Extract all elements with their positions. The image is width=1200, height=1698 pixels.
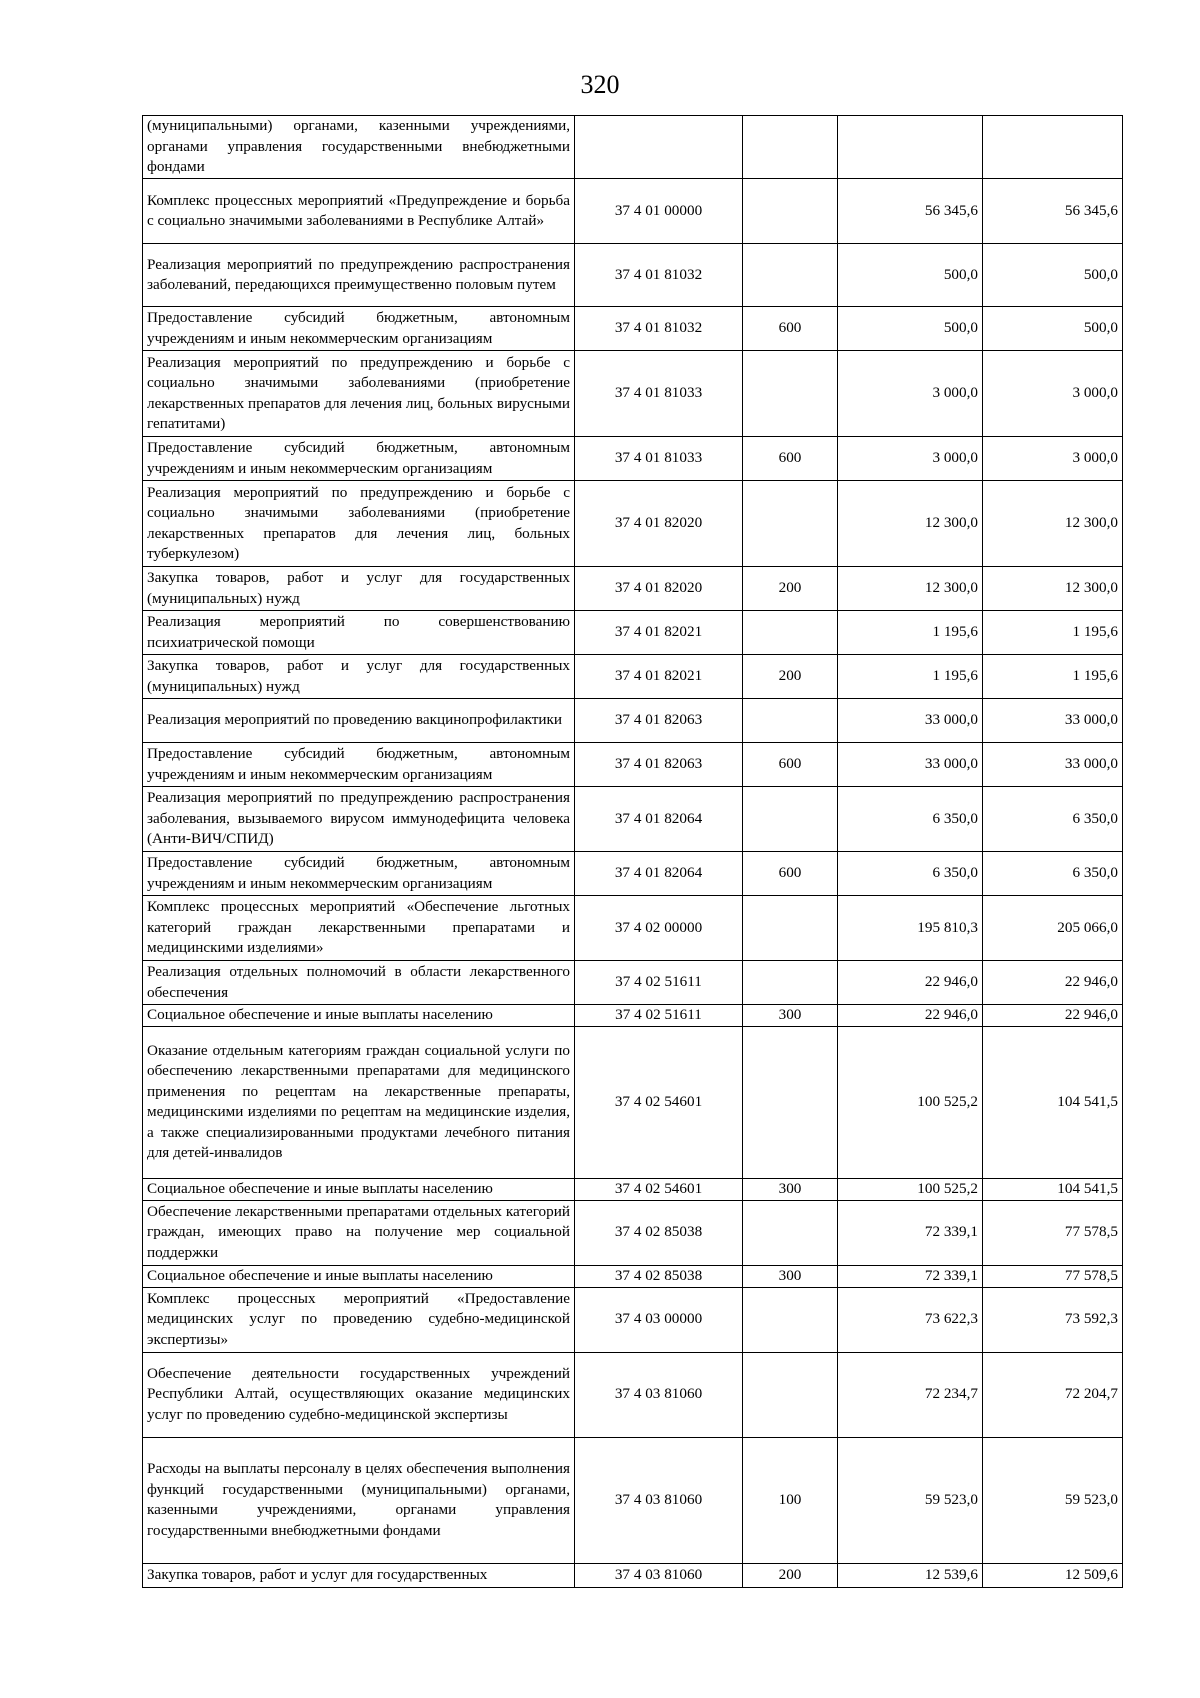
row-name-cell: Социальное обеспечение и иные выплаты населению xyxy=(143,1265,575,1287)
row-expense-type-cell xyxy=(743,179,838,244)
row-expense-type-cell: 600 xyxy=(743,437,838,481)
row-amount-year2-cell: 500,0 xyxy=(983,244,1123,307)
table-row xyxy=(143,699,1123,743)
row-amount-year2-cell: 77 578,5 xyxy=(983,1265,1123,1287)
row-amount-year1-cell: 12 300,0 xyxy=(838,567,983,611)
row-name-cell: Реализация мероприятий по предупреждению и борьбе с социально значимыми заболеваниями (приобретение лекарственных препаратов для лечения лиц, больных туберкулезом) xyxy=(143,481,575,567)
row-expense-type-cell: 300 xyxy=(743,1265,838,1287)
row-expense-type-cell: 200 xyxy=(743,655,838,699)
row-code-cell: 37 4 01 00000 xyxy=(575,179,743,244)
table-row xyxy=(143,1352,1123,1437)
row-expense-type-cell: 600 xyxy=(743,852,838,896)
row-amount-year2-cell: 72 204,7 xyxy=(983,1352,1123,1437)
row-amount-year1-cell: 1 195,6 xyxy=(838,611,983,655)
row-expense-type-cell xyxy=(743,611,838,655)
row-code-cell: 37 4 01 81033 xyxy=(575,351,743,437)
table-row xyxy=(143,481,1123,567)
row-expense-type-cell: 100 xyxy=(743,1437,838,1563)
row-amount-year2-cell: 12 509,6 xyxy=(983,1563,1123,1587)
table-row xyxy=(143,1437,1123,1563)
row-code-cell: 37 4 01 82021 xyxy=(575,611,743,655)
row-name-cell: Реализация мероприятий по проведению вакцинопрофилактики xyxy=(143,699,575,743)
row-code-cell: 37 4 01 82063 xyxy=(575,743,743,787)
row-code-cell: 37 4 03 81060 xyxy=(575,1563,743,1587)
row-amount-year2-cell: 3 000,0 xyxy=(983,351,1123,437)
row-expense-type-cell xyxy=(743,961,838,1005)
row-code-cell: 37 4 02 00000 xyxy=(575,896,743,961)
row-code-cell: 37 4 01 82064 xyxy=(575,787,743,852)
table-row xyxy=(143,307,1123,351)
table-row xyxy=(143,116,1123,179)
row-amount-year2-cell: 104 541,5 xyxy=(983,1026,1123,1178)
row-amount-year1-cell: 72 339,1 xyxy=(838,1265,983,1287)
table-row xyxy=(143,1563,1123,1587)
budget-table xyxy=(142,115,1123,1588)
row-amount-year1-cell: 33 000,0 xyxy=(838,699,983,743)
budget-table-body xyxy=(143,116,1123,1588)
row-expense-type-cell: 200 xyxy=(743,567,838,611)
table-row xyxy=(143,567,1123,611)
table-row xyxy=(143,655,1123,699)
row-code-cell: 37 4 01 81032 xyxy=(575,307,743,351)
row-amount-year1-cell: 22 946,0 xyxy=(838,1005,983,1027)
row-amount-year2-cell: 3 000,0 xyxy=(983,437,1123,481)
row-amount-year1-cell: 100 525,2 xyxy=(838,1026,983,1178)
row-expense-type-cell xyxy=(743,896,838,961)
table-row xyxy=(143,1005,1123,1027)
row-amount-year1-cell: 500,0 xyxy=(838,307,983,351)
table-row xyxy=(143,743,1123,787)
row-code-cell: 37 4 01 82020 xyxy=(575,481,743,567)
row-amount-year1-cell: 3 000,0 xyxy=(838,437,983,481)
row-expense-type-cell xyxy=(743,244,838,307)
row-amount-year1-cell: 56 345,6 xyxy=(838,179,983,244)
row-name-cell: Предоставление субсидий бюджетным, автономным учреждениям и иным некоммерческим организациям xyxy=(143,437,575,481)
row-name-cell: Оказание отдельным категориям граждан социальной услуги по обеспечению лекарственными препаратами для медицинского применения по рецептам на лекарственные препараты, медицинскими изделиями по рецептам на медицинские изделия, а также специализированными продуктами лечебного питания для детей-инвалидов xyxy=(143,1026,575,1178)
row-name-cell: Реализация отдельных полномочий в области лекарственного обеспечения xyxy=(143,961,575,1005)
row-name-cell: Обеспечение деятельности государственных учреждений Республики Алтай, осуществляющих оказание медицинских услуг по проведению судебно-медицинской экспертизы xyxy=(143,1352,575,1437)
row-code-cell: 37 4 02 85038 xyxy=(575,1265,743,1287)
row-amount-year2-cell: 22 946,0 xyxy=(983,961,1123,1005)
row-name-cell: Социальное обеспечение и иные выплаты населению xyxy=(143,1005,575,1027)
row-expense-type-cell xyxy=(743,699,838,743)
row-amount-year2-cell xyxy=(983,116,1123,179)
row-amount-year1-cell: 22 946,0 xyxy=(838,961,983,1005)
row-expense-type-cell xyxy=(743,787,838,852)
row-expense-type-cell: 200 xyxy=(743,1563,838,1587)
row-code-cell xyxy=(575,116,743,179)
row-amount-year2-cell: 205 066,0 xyxy=(983,896,1123,961)
row-name-cell: Предоставление субсидий бюджетным, автономным учреждениям и иным некоммерческим организациям xyxy=(143,743,575,787)
row-amount-year1-cell: 3 000,0 xyxy=(838,351,983,437)
row-code-cell: 37 4 02 54601 xyxy=(575,1178,743,1200)
row-amount-year2-cell: 59 523,0 xyxy=(983,1437,1123,1563)
row-code-cell: 37 4 01 82021 xyxy=(575,655,743,699)
row-amount-year1-cell: 500,0 xyxy=(838,244,983,307)
row-expense-type-cell: 600 xyxy=(743,743,838,787)
row-code-cell: 37 4 01 82063 xyxy=(575,699,743,743)
row-code-cell: 37 4 01 81032 xyxy=(575,244,743,307)
row-amount-year2-cell: 33 000,0 xyxy=(983,699,1123,743)
row-amount-year2-cell: 1 195,6 xyxy=(983,611,1123,655)
row-name-cell: Комплекс процессных мероприятий «Обеспечение льготных категорий граждан лекарственными препаратами и медицинскими изделиями» xyxy=(143,896,575,961)
table-row xyxy=(143,787,1123,852)
row-code-cell: 37 4 03 00000 xyxy=(575,1287,743,1352)
row-amount-year1-cell: 59 523,0 xyxy=(838,1437,983,1563)
row-name-cell: Обеспечение лекарственными препаратами отдельных категорий граждан, имеющих право на получение мер социальной поддержки xyxy=(143,1200,575,1265)
row-expense-type-cell xyxy=(743,1026,838,1178)
row-name-cell: Комплекс процессных мероприятий «Предупреждение и борьба с социально значимыми заболеваниями в Республике Алтай» xyxy=(143,179,575,244)
row-amount-year1-cell xyxy=(838,116,983,179)
table-row xyxy=(143,1178,1123,1200)
row-code-cell: 37 4 02 54601 xyxy=(575,1026,743,1178)
row-amount-year1-cell: 12 300,0 xyxy=(838,481,983,567)
row-amount-year2-cell: 73 592,3 xyxy=(983,1287,1123,1352)
row-amount-year1-cell: 33 000,0 xyxy=(838,743,983,787)
row-expense-type-cell xyxy=(743,1200,838,1265)
row-name-cell: Закупка товаров, работ и услуг для государственных (муниципальных) нужд xyxy=(143,567,575,611)
row-code-cell: 37 4 02 51611 xyxy=(575,961,743,1005)
table-row xyxy=(143,611,1123,655)
row-name-cell: Предоставление субсидий бюджетным, автономным учреждениям и иным некоммерческим организациям xyxy=(143,852,575,896)
row-name-cell: Закупка товаров, работ и услуг для государственных xyxy=(143,1563,575,1587)
row-name-cell: Реализация мероприятий по предупреждению распространения заболевания, вызываемого вирусом иммунодефицита человека (Анти-ВИЧ/СПИД) xyxy=(143,787,575,852)
page-number: 320 xyxy=(580,70,620,99)
row-amount-year2-cell: 22 946,0 xyxy=(983,1005,1123,1027)
row-code-cell: 37 4 01 82020 xyxy=(575,567,743,611)
row-amount-year2-cell: 77 578,5 xyxy=(983,1200,1123,1265)
row-name-cell: Закупка товаров, работ и услуг для государственных (муниципальных) нужд xyxy=(143,655,575,699)
table-row xyxy=(143,896,1123,961)
row-amount-year1-cell: 72 234,7 xyxy=(838,1352,983,1437)
row-amount-year1-cell: 6 350,0 xyxy=(838,787,983,852)
row-name-cell: Предоставление субсидий бюджетным, автономным учреждениям и иным некоммерческим организациям xyxy=(143,307,575,351)
row-amount-year2-cell: 6 350,0 xyxy=(983,787,1123,852)
row-amount-year1-cell: 12 539,6 xyxy=(838,1563,983,1587)
row-amount-year1-cell: 72 339,1 xyxy=(838,1200,983,1265)
table-row xyxy=(143,351,1123,437)
row-amount-year1-cell: 100 525,2 xyxy=(838,1178,983,1200)
row-amount-year2-cell: 500,0 xyxy=(983,307,1123,351)
row-amount-year2-cell: 33 000,0 xyxy=(983,743,1123,787)
row-expense-type-cell: 300 xyxy=(743,1005,838,1027)
table-row xyxy=(143,961,1123,1005)
row-expense-type-cell xyxy=(743,351,838,437)
table-row xyxy=(143,852,1123,896)
row-amount-year1-cell: 1 195,6 xyxy=(838,655,983,699)
table-row xyxy=(143,1026,1123,1178)
table-row xyxy=(143,437,1123,481)
row-expense-type-cell: 300 xyxy=(743,1178,838,1200)
row-amount-year2-cell: 104 541,5 xyxy=(983,1178,1123,1200)
row-amount-year2-cell: 56 345,6 xyxy=(983,179,1123,244)
table-row xyxy=(143,244,1123,307)
row-name-cell: Реализация мероприятий по совершенствованию психиатрической помощи xyxy=(143,611,575,655)
row-code-cell: 37 4 03 81060 xyxy=(575,1437,743,1563)
row-amount-year1-cell: 195 810,3 xyxy=(838,896,983,961)
table-row xyxy=(143,1265,1123,1287)
row-name-cell: (муниципальными) органами, казенными учреждениями, органами управления государственными внебюджетными фондами xyxy=(143,116,575,179)
row-name-cell: Расходы на выплаты персоналу в целях обеспечения выполнения функций государственными (муниципальными) органами, казенными учреждениями, органами управления государственными внебюджетными фондами xyxy=(143,1437,575,1563)
row-code-cell: 37 4 01 82064 xyxy=(575,852,743,896)
row-amount-year2-cell: 12 300,0 xyxy=(983,481,1123,567)
row-amount-year1-cell: 73 622,3 xyxy=(838,1287,983,1352)
row-expense-type-cell: 600 xyxy=(743,307,838,351)
row-amount-year2-cell: 1 195,6 xyxy=(983,655,1123,699)
row-name-cell: Реализация мероприятий по предупреждению распространения заболеваний, передающихся преимущественно половым путем xyxy=(143,244,575,307)
row-amount-year2-cell: 6 350,0 xyxy=(983,852,1123,896)
row-code-cell: 37 4 02 51611 xyxy=(575,1005,743,1027)
row-expense-type-cell xyxy=(743,1287,838,1352)
row-code-cell: 37 4 03 81060 xyxy=(575,1352,743,1437)
row-expense-type-cell xyxy=(743,481,838,567)
table-row xyxy=(143,1287,1123,1352)
row-name-cell: Комплекс процессных мероприятий «Предоставление медицинских услуг по проведению судебно-медицинской экспертизы» xyxy=(143,1287,575,1352)
row-expense-type-cell xyxy=(743,116,838,179)
row-name-cell: Социальное обеспечение и иные выплаты населению xyxy=(143,1178,575,1200)
row-code-cell: 37 4 02 85038 xyxy=(575,1200,743,1265)
table-row xyxy=(143,1200,1123,1265)
row-amount-year2-cell: 12 300,0 xyxy=(983,567,1123,611)
row-expense-type-cell xyxy=(743,1352,838,1437)
row-amount-year1-cell: 6 350,0 xyxy=(838,852,983,896)
row-code-cell: 37 4 01 81033 xyxy=(575,437,743,481)
table-row xyxy=(143,179,1123,244)
row-name-cell: Реализация мероприятий по предупреждению и борьбе с социально значимыми заболеваниями (приобретение лекарственных препаратов для лечения лиц, больных вирусными гепатитами) xyxy=(143,351,575,437)
